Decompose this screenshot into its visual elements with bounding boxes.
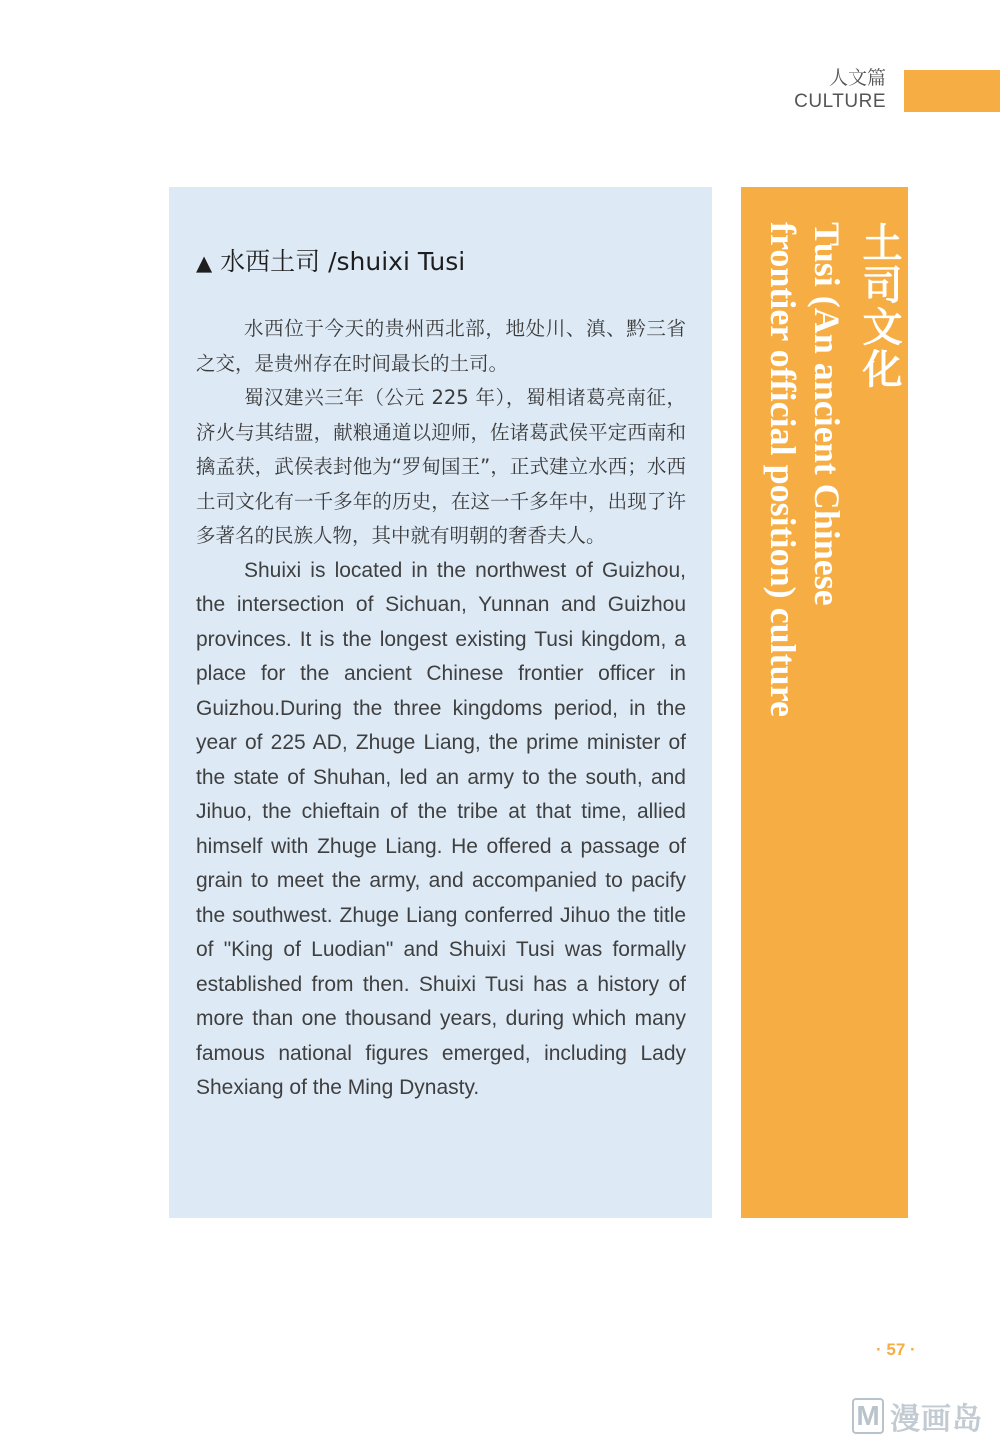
watermark-m-icon: M — [852, 1398, 884, 1434]
article-title-text: 水西土司 /shuixi Tusi — [220, 247, 466, 276]
paragraph-cn-1: 水西位于今天的贵州西北部，地处川、滇、黔三省之交，是贵州存在时间最长的土司。 — [196, 317, 686, 375]
paragraph-cn-2: 蜀汉建兴三年（公元 225 年），蜀相诸葛亮南征，济火与其结盟，献粮通道以迎师，佐诸葛武侯平定西南和擒孟获，武侯表封他为“罗甸国王”，正式建立水西；水西土司文化有一千多年的历史，在这一千多年中，出现了许多著名的民族人物，其中就有明朝的奢香夫人。 — [196, 386, 686, 547]
section-label — [794, 66, 886, 114]
watermark-logo — [852, 1396, 983, 1436]
triangle-up-icon: ▲ — [196, 251, 213, 275]
article-body — [196, 312, 686, 1106]
page-number: · 57 · — [876, 1340, 916, 1359]
article-title — [196, 242, 465, 278]
watermark-text: 漫画岛 — [890, 1402, 983, 1437]
side-banner-title-cn: 土司文化 — [856, 222, 903, 390]
side-banner-title-en-line2: frontier official position) culture — [763, 222, 803, 717]
side-banner-title-en-line1: Tusi (An ancient Chinese — [807, 222, 847, 606]
paragraph-en: Shuixi is located in the northwest of Guizhou, the intersection of Sichuan, Yunnan and Guizhou provinces. It is the longest existing Tusi kingdom, a place for the ancient Chinese frontier officer in Guizhou.During the three kingdoms period, in the year of 225 AD, Zhuge Liang, the prime minister of the state of Shuhan, led an army to the south, and Jihuo, the chieftain of the tribe at that time, allied himself with Zhuge Liang. He offered a passage of grain to meet the army, and accompanied to pacify the southwest. Zhuge Liang conferred Jihuo the title of "King of Luodian" and Shuixi Tusi was formally established from then. Shuixi Tusi has a history of more than one thousand years, during which many famous national figures emerged, including Lady Shexiang of the Ming Dynasty. — [196, 558, 686, 1099]
section-label-en: CULTURE — [794, 91, 886, 112]
section-label-cn: 人文篇 — [828, 67, 886, 89]
header-accent-bar — [904, 70, 1000, 112]
